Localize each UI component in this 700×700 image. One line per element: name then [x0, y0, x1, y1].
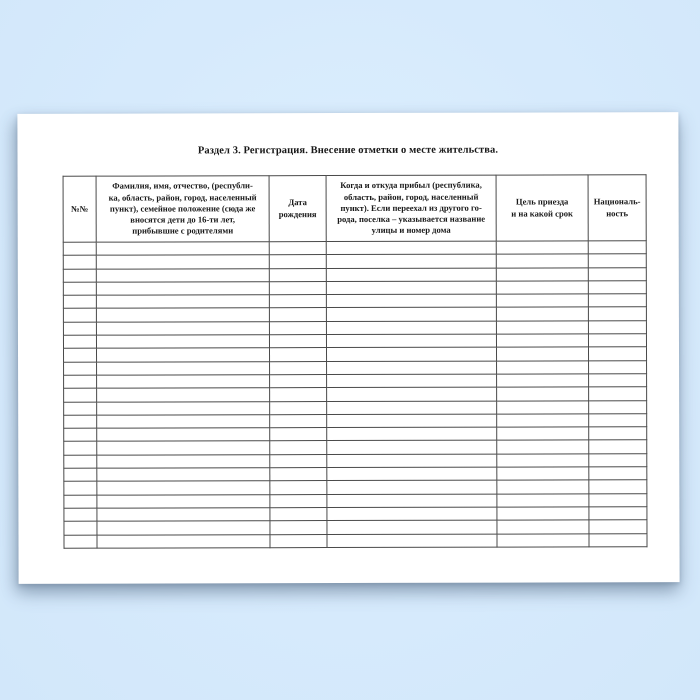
table-cell — [270, 481, 327, 494]
table-cell — [589, 533, 647, 546]
table-cell — [496, 334, 588, 348]
table-cell — [63, 282, 96, 295]
table-cell — [64, 495, 97, 508]
table-cell — [97, 375, 270, 389]
table-cell — [589, 453, 647, 466]
table-cell — [326, 321, 496, 335]
table-cell — [496, 241, 588, 255]
table-cell — [327, 401, 497, 415]
table-cell — [97, 508, 270, 522]
table-cell — [96, 242, 269, 256]
table-cell — [589, 480, 647, 493]
table-cell — [497, 494, 589, 508]
table-cell — [97, 468, 270, 482]
registration-table — [63, 174, 648, 548]
table-cell — [588, 321, 646, 334]
table-cell — [269, 255, 326, 268]
table-cell — [269, 321, 326, 334]
table-cell — [270, 441, 327, 454]
table-cell — [327, 441, 497, 455]
table-cell — [588, 294, 646, 307]
table-cell — [64, 482, 97, 495]
table-cell — [588, 254, 646, 267]
table-cell — [97, 454, 270, 468]
table-cell — [96, 308, 269, 322]
table-cell — [496, 294, 588, 308]
table-cell — [63, 295, 96, 308]
table-cell — [497, 400, 589, 414]
table-cell — [326, 281, 496, 295]
table-cell — [496, 281, 588, 295]
table-cell — [97, 494, 270, 508]
table-cell — [589, 440, 647, 453]
table-cell — [589, 493, 647, 506]
table-cell — [269, 242, 326, 255]
table-cell — [64, 508, 97, 521]
table-cell — [97, 481, 270, 495]
table-cell — [327, 480, 497, 494]
table-cell — [63, 335, 96, 348]
table-cell — [327, 361, 497, 375]
table-cell — [97, 415, 270, 429]
table-cell — [64, 349, 97, 362]
table-cell — [588, 347, 646, 360]
table-cell — [497, 507, 589, 521]
table-cell — [327, 467, 497, 481]
table-cell — [497, 387, 589, 401]
table-cell — [269, 295, 326, 308]
table-cell — [497, 467, 589, 481]
table-cell — [497, 454, 589, 468]
table-cell — [589, 360, 647, 373]
table-cell — [270, 375, 327, 388]
table-cell — [64, 442, 97, 455]
table-cell — [496, 254, 588, 268]
table-cell — [327, 534, 497, 548]
table-cell — [589, 520, 647, 533]
table-cell — [270, 388, 327, 401]
table-cell — [64, 375, 97, 388]
table-cell — [327, 520, 497, 534]
table-cell — [589, 374, 647, 387]
table-cell — [63, 322, 96, 335]
table-cell — [497, 414, 589, 428]
document-page — [17, 112, 679, 584]
table-cell — [64, 402, 97, 415]
table-cell — [63, 269, 96, 282]
table-header-row — [63, 175, 646, 243]
table-cell — [589, 387, 647, 400]
column-header-arrival: Когда и откуда прибыл (республика, область, район, город, населенный пункт). Если переехал из другого го- рода, поселка – указывается название улицы и номер дома — [326, 175, 496, 241]
table-cell — [270, 414, 327, 427]
table-cell — [588, 334, 646, 347]
table-cell — [326, 268, 496, 282]
table-cell — [270, 361, 327, 374]
table-cell — [97, 401, 270, 415]
table-cell — [327, 507, 497, 521]
table-cell — [496, 307, 588, 321]
table-cell — [270, 494, 327, 507]
table-cell — [96, 321, 269, 335]
table-cell — [97, 348, 270, 362]
table-cell — [589, 414, 647, 427]
table-cell — [270, 454, 327, 467]
table-cell — [327, 427, 497, 441]
table-cell — [270, 468, 327, 481]
table-cell — [97, 441, 270, 455]
table-cell — [96, 282, 269, 296]
table-cell — [270, 507, 327, 520]
table-cell — [270, 401, 327, 414]
table-cell — [496, 347, 588, 361]
table-cell — [497, 533, 589, 547]
table-cell — [327, 454, 497, 468]
table-row — [64, 533, 647, 548]
table-cell — [326, 241, 496, 255]
table-cell — [97, 428, 270, 442]
table-cell — [97, 388, 270, 402]
table-cell — [497, 361, 589, 375]
column-header-number: №№ — [63, 176, 96, 242]
column-header-birth-date: Дата рождения — [269, 176, 326, 242]
table-cell — [269, 268, 326, 281]
table-cell — [269, 308, 326, 321]
table-cell — [97, 361, 270, 375]
table-cell — [63, 242, 96, 255]
table-cell — [64, 388, 97, 401]
table-cell — [270, 428, 327, 441]
table-cell — [64, 455, 97, 468]
table-cell — [327, 494, 497, 508]
table-cell — [270, 521, 327, 534]
table-body — [63, 241, 647, 548]
table-cell — [326, 254, 496, 268]
table-cell — [97, 534, 270, 548]
table-cell — [64, 415, 97, 428]
table-cell — [64, 428, 97, 441]
table-cell — [496, 267, 588, 281]
table-cell — [327, 387, 497, 401]
table-cell — [497, 440, 589, 454]
column-header-nationality: Националь- ность — [588, 175, 646, 241]
table-cell — [589, 507, 647, 520]
table-cell — [588, 281, 646, 294]
table-cell — [326, 308, 496, 322]
table-cell — [64, 535, 97, 548]
table-cell — [63, 309, 96, 322]
table-cell — [63, 255, 96, 268]
table-cell — [326, 347, 496, 361]
table-header — [63, 175, 646, 243]
table-cell — [327, 374, 497, 388]
table-cell — [497, 480, 589, 494]
table-cell — [269, 281, 326, 294]
table-cell — [269, 335, 326, 348]
table-cell — [589, 467, 647, 480]
section-title: Раздел 3. Регистрация. Внесение отметки о месте жительства. — [197, 144, 499, 157]
table-cell — [96, 255, 269, 269]
table-cell — [497, 427, 589, 441]
column-header-purpose: Цель приезда и на какой срок — [496, 175, 588, 241]
table-cell — [588, 267, 646, 280]
table-cell — [327, 414, 497, 428]
table-cell — [96, 295, 269, 309]
table-cell — [270, 534, 327, 547]
table-cell — [589, 400, 647, 413]
table-cell — [588, 307, 646, 320]
table-cell — [269, 348, 326, 361]
table-cell — [326, 334, 496, 348]
table-cell — [326, 294, 496, 308]
table-cell — [589, 427, 647, 440]
table-cell — [588, 241, 646, 254]
table-cell — [497, 374, 589, 388]
table-cell — [96, 268, 269, 282]
column-header-full-name: Фамилия, имя, отчество, (республи- ка, область, район, город, населенный пункт), семейное положение (сюда же вносятся дети до 16-ти лет, прибывшие с родителями — [96, 176, 269, 242]
table-cell — [64, 521, 97, 534]
table-cell — [64, 468, 97, 481]
table-cell — [97, 521, 270, 535]
table-cell — [496, 321, 588, 335]
table-cell — [96, 335, 269, 349]
table-cell — [64, 362, 97, 375]
table-cell — [497, 520, 589, 534]
